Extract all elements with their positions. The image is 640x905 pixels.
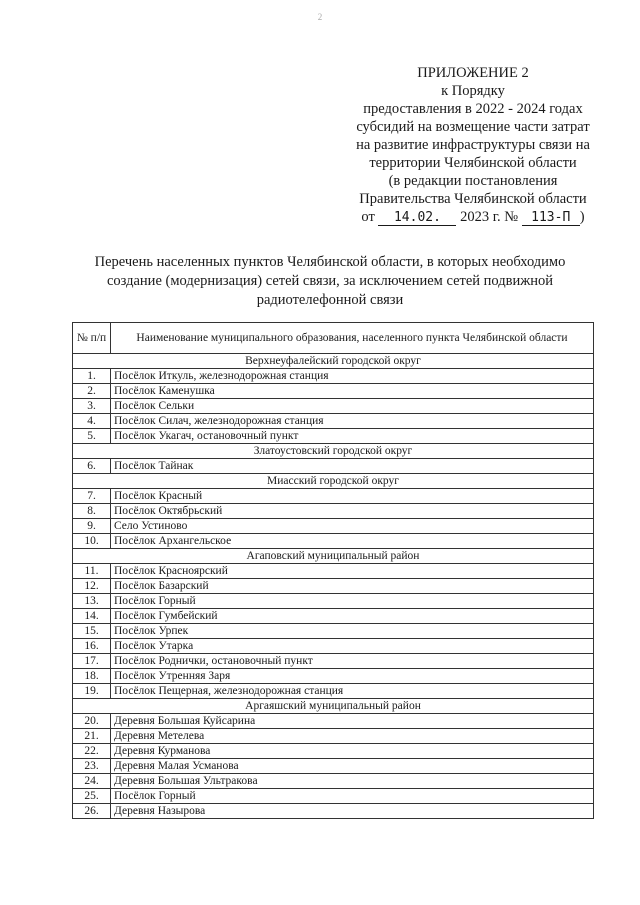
group-name: Миасский городской округ <box>73 474 594 489</box>
settlement-name: Посёлок Пещерная, железнодорожная станция <box>111 684 594 699</box>
year-text: 2023 г. № <box>460 209 519 225</box>
table-row <box>73 399 594 414</box>
header-line: Правительства Челябинской области <box>359 191 587 207</box>
row-number: 3. <box>73 399 111 414</box>
settlement-name: Посёлок Укагач, остановочный пункт <box>111 429 594 444</box>
settlement-name: Деревня Метелева <box>111 729 594 744</box>
row-number: 11. <box>73 564 111 579</box>
settlement-name: Деревня Малая Усманова <box>111 759 594 774</box>
settlement-name: Посёлок Роднички, остановочный пункт <box>111 654 594 669</box>
row-number: 24. <box>73 774 111 789</box>
header-line: к Порядку <box>441 83 505 99</box>
document-title-line: Перечень населенных пунктов Челябинской области, в которых необходимо <box>94 254 566 270</box>
row-number: 15. <box>73 624 111 639</box>
row-number: 22. <box>73 744 111 759</box>
table-header-row <box>73 323 594 354</box>
table-group-row <box>73 444 594 459</box>
table-row <box>73 609 594 624</box>
group-name: Аргаяшский муниципальный район <box>73 699 594 714</box>
header-line: предоставления в 2022 - 2024 годах <box>363 101 583 117</box>
table-group-row <box>73 549 594 564</box>
table-body <box>73 354 594 819</box>
settlement-name: Село Устиново <box>111 519 594 534</box>
settlement-name: Посёлок Архангельское <box>111 534 594 549</box>
settlement-name: Посёлок Каменушка <box>111 384 594 399</box>
group-name: Агаповский муниципальный район <box>73 549 594 564</box>
settlement-name: Посёлок Красноярский <box>111 564 594 579</box>
table-row <box>73 774 594 789</box>
row-number: 10. <box>73 534 111 549</box>
table-row <box>73 489 594 504</box>
date-prefix: от <box>361 209 375 225</box>
settlement-name: Посёлок Силач, железнодорожная станция <box>111 414 594 429</box>
table-row <box>73 654 594 669</box>
table-row <box>73 729 594 744</box>
table-row <box>73 714 594 729</box>
document-title-line: создание (модернизация) сетей связи, за исключением сетей подвижной <box>106 273 554 289</box>
table-row <box>73 519 594 534</box>
settlement-name: Посёлок Утарка <box>111 639 594 654</box>
resolution-number: 113-П <box>522 210 580 226</box>
row-number: 9. <box>73 519 111 534</box>
row-number: 26. <box>73 804 111 819</box>
settlement-name: Посёлок Гумбейский <box>111 609 594 624</box>
appendix-title: ПРИЛОЖЕНИЕ 2 <box>417 65 529 81</box>
table-row <box>73 594 594 609</box>
table-group-row <box>73 474 594 489</box>
table-row <box>73 744 594 759</box>
table-row <box>73 624 594 639</box>
row-number: 2. <box>73 384 111 399</box>
table-row <box>73 804 594 819</box>
row-number: 1. <box>73 369 111 384</box>
settlement-name: Деревня Большая Куйсарина <box>111 714 594 729</box>
row-number: 6. <box>73 459 111 474</box>
settlement-name: Деревня Курманова <box>111 744 594 759</box>
settlement-name: Посёлок Иткуль, железнодорожная станция <box>111 369 594 384</box>
row-number: 12. <box>73 579 111 594</box>
table-row <box>73 534 594 549</box>
row-number: 5. <box>73 429 111 444</box>
document-title-line: радиотелефонной связи <box>256 292 404 308</box>
table-row <box>73 504 594 519</box>
settlement-name: Посёлок Красный <box>111 489 594 504</box>
row-number: 7. <box>73 489 111 504</box>
row-number: 13. <box>73 594 111 609</box>
table-row <box>73 564 594 579</box>
header-line: на развитие инфраструктуры связи на <box>356 137 590 153</box>
settlement-name: Посёлок Сельки <box>111 399 594 414</box>
table-row <box>73 639 594 654</box>
settlement-name: Деревня Назырова <box>111 804 594 819</box>
closing-paren: ) <box>579 209 585 225</box>
table-row <box>73 789 594 804</box>
table-row <box>73 429 594 444</box>
column-header-number: № п/п <box>73 323 111 354</box>
table-row <box>73 684 594 699</box>
row-number: 16. <box>73 639 111 654</box>
row-number: 4. <box>73 414 111 429</box>
row-number: 8. <box>73 504 111 519</box>
settlement-name: Посёлок Урпек <box>111 624 594 639</box>
document-title <box>60 253 600 310</box>
table-row <box>73 384 594 399</box>
column-header-name: Наименование муниципального образования, населенного пункта Челябинской области <box>111 323 594 354</box>
table-row <box>73 459 594 474</box>
row-number: 14. <box>73 609 111 624</box>
settlement-name: Деревня Большая Ультракова <box>111 774 594 789</box>
settlement-name: Посёлок Утренняя Заря <box>111 669 594 684</box>
row-number: 17. <box>73 654 111 669</box>
group-name: Златоустовский городской округ <box>73 444 594 459</box>
settlement-name: Посёлок Базарский <box>111 579 594 594</box>
resolution-date-line <box>328 208 618 226</box>
header-line: (в редакции постановления <box>388 173 558 189</box>
header-line: территории Челябинской области <box>369 155 577 171</box>
resolution-date: 14.02. <box>378 210 456 226</box>
row-number: 19. <box>73 684 111 699</box>
table-group-row <box>73 354 594 369</box>
appendix-header <box>328 64 618 226</box>
settlements-table <box>72 322 594 819</box>
row-number: 18. <box>73 669 111 684</box>
settlement-name: Посёлок Горный <box>111 789 594 804</box>
header-line: субсидий на возмещение части затрат <box>356 119 590 135</box>
group-name: Верхнеуфалейский городской округ <box>73 354 594 369</box>
table-row <box>73 669 594 684</box>
table-group-row <box>73 699 594 714</box>
table-row <box>73 759 594 774</box>
table-row <box>73 369 594 384</box>
row-number: 25. <box>73 789 111 804</box>
row-number: 23. <box>73 759 111 774</box>
table-row <box>73 579 594 594</box>
page-number: 2 <box>317 12 323 22</box>
settlement-name: Посёлок Горный <box>111 594 594 609</box>
table-row <box>73 414 594 429</box>
settlement-name: Посёлок Октябрьский <box>111 504 594 519</box>
row-number: 21. <box>73 729 111 744</box>
settlement-name: Посёлок Тайнак <box>111 459 594 474</box>
row-number: 20. <box>73 714 111 729</box>
